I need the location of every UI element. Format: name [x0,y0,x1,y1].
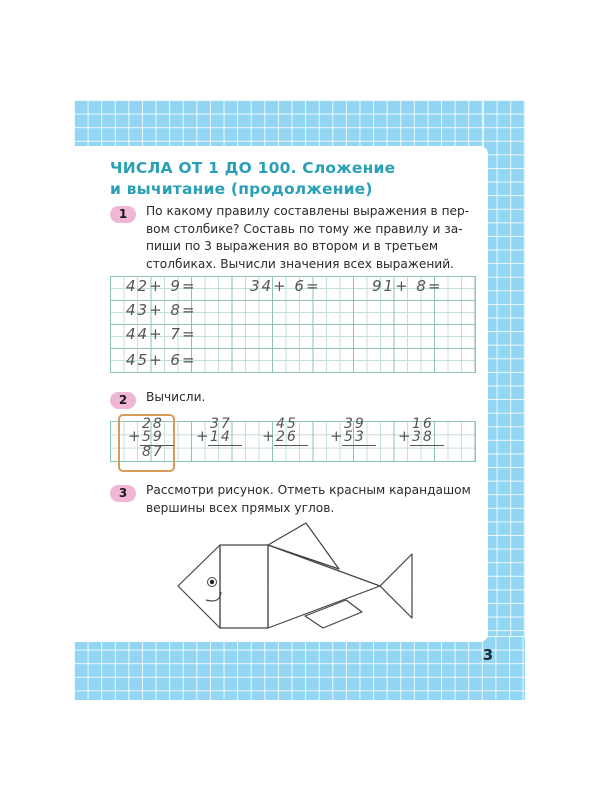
task-1-line: По какому правилу составлены выражения в пер- [146,204,470,218]
expression: 44+ 7= [126,325,197,343]
sum-line [274,445,308,446]
task-3-line: Рассмотри рисунок. Отметь красным карандашом [146,483,471,497]
addend-1: 45 [276,416,298,432]
addend-2: 38 [412,429,434,445]
plus-sign: + [398,427,413,445]
plus-sign: + [330,427,345,445]
body-rectangle [220,545,268,628]
task-2-text: Вычисли. [146,390,206,404]
task-3-badge: 3 [110,485,136,502]
expression: 43+ 8= [126,301,197,319]
expression: 42+ 9= [126,277,197,295]
task-2-badge: 2 [110,392,136,409]
addend-1: 16 [412,416,434,432]
task-3-line: вершины всех прямых углов. [146,500,335,515]
task-1-line: вом столбике? Составь по тому же правилу и за- [146,221,463,236]
mouth [206,592,221,601]
task-1-badge: 1 [110,206,136,223]
expression: 45+ 6= [126,351,197,369]
addend-1: 39 [344,416,366,432]
addend-2: 53 [344,429,366,445]
addend-2: 59 [142,429,164,445]
plus-sign: + [196,427,211,445]
page-number: 3 [482,646,494,664]
addend-1: 37 [210,416,232,432]
task-1-text [146,203,476,273]
expression: 91+ 8= [372,277,443,295]
sum-line [342,445,376,446]
fish-figure[interactable] [170,520,420,635]
expression: 34+ 6= [250,277,321,295]
page-title [110,158,450,200]
task-1-line: пиши по 3 выражения во втором и в третьем [146,239,439,254]
addend-2: 14 [210,429,232,445]
title-line-2: и вычитание (продолжение) [110,180,373,198]
task-1-line: столбиках. Вычисли значения всех выражений. [146,256,455,271]
tail-triangle [380,554,412,618]
task-3-text [146,482,476,517]
bottom-fin [305,600,362,628]
sum-line [410,445,444,446]
addend-1: 28 [142,416,164,432]
plus-sign: + [262,427,277,445]
sum-line [208,445,242,446]
addend-2: 26 [276,429,298,445]
top-fin [268,523,339,569]
rear-triangle [268,545,380,628]
sum: 87 [142,444,164,460]
grid-band-bottom [74,636,525,700]
plus-sign: + [128,427,143,445]
pupil [210,580,214,584]
grid-band-right [483,100,525,700]
title-line-1: ЧИСЛА ОТ 1 ДО 100. Сложение [110,159,396,177]
